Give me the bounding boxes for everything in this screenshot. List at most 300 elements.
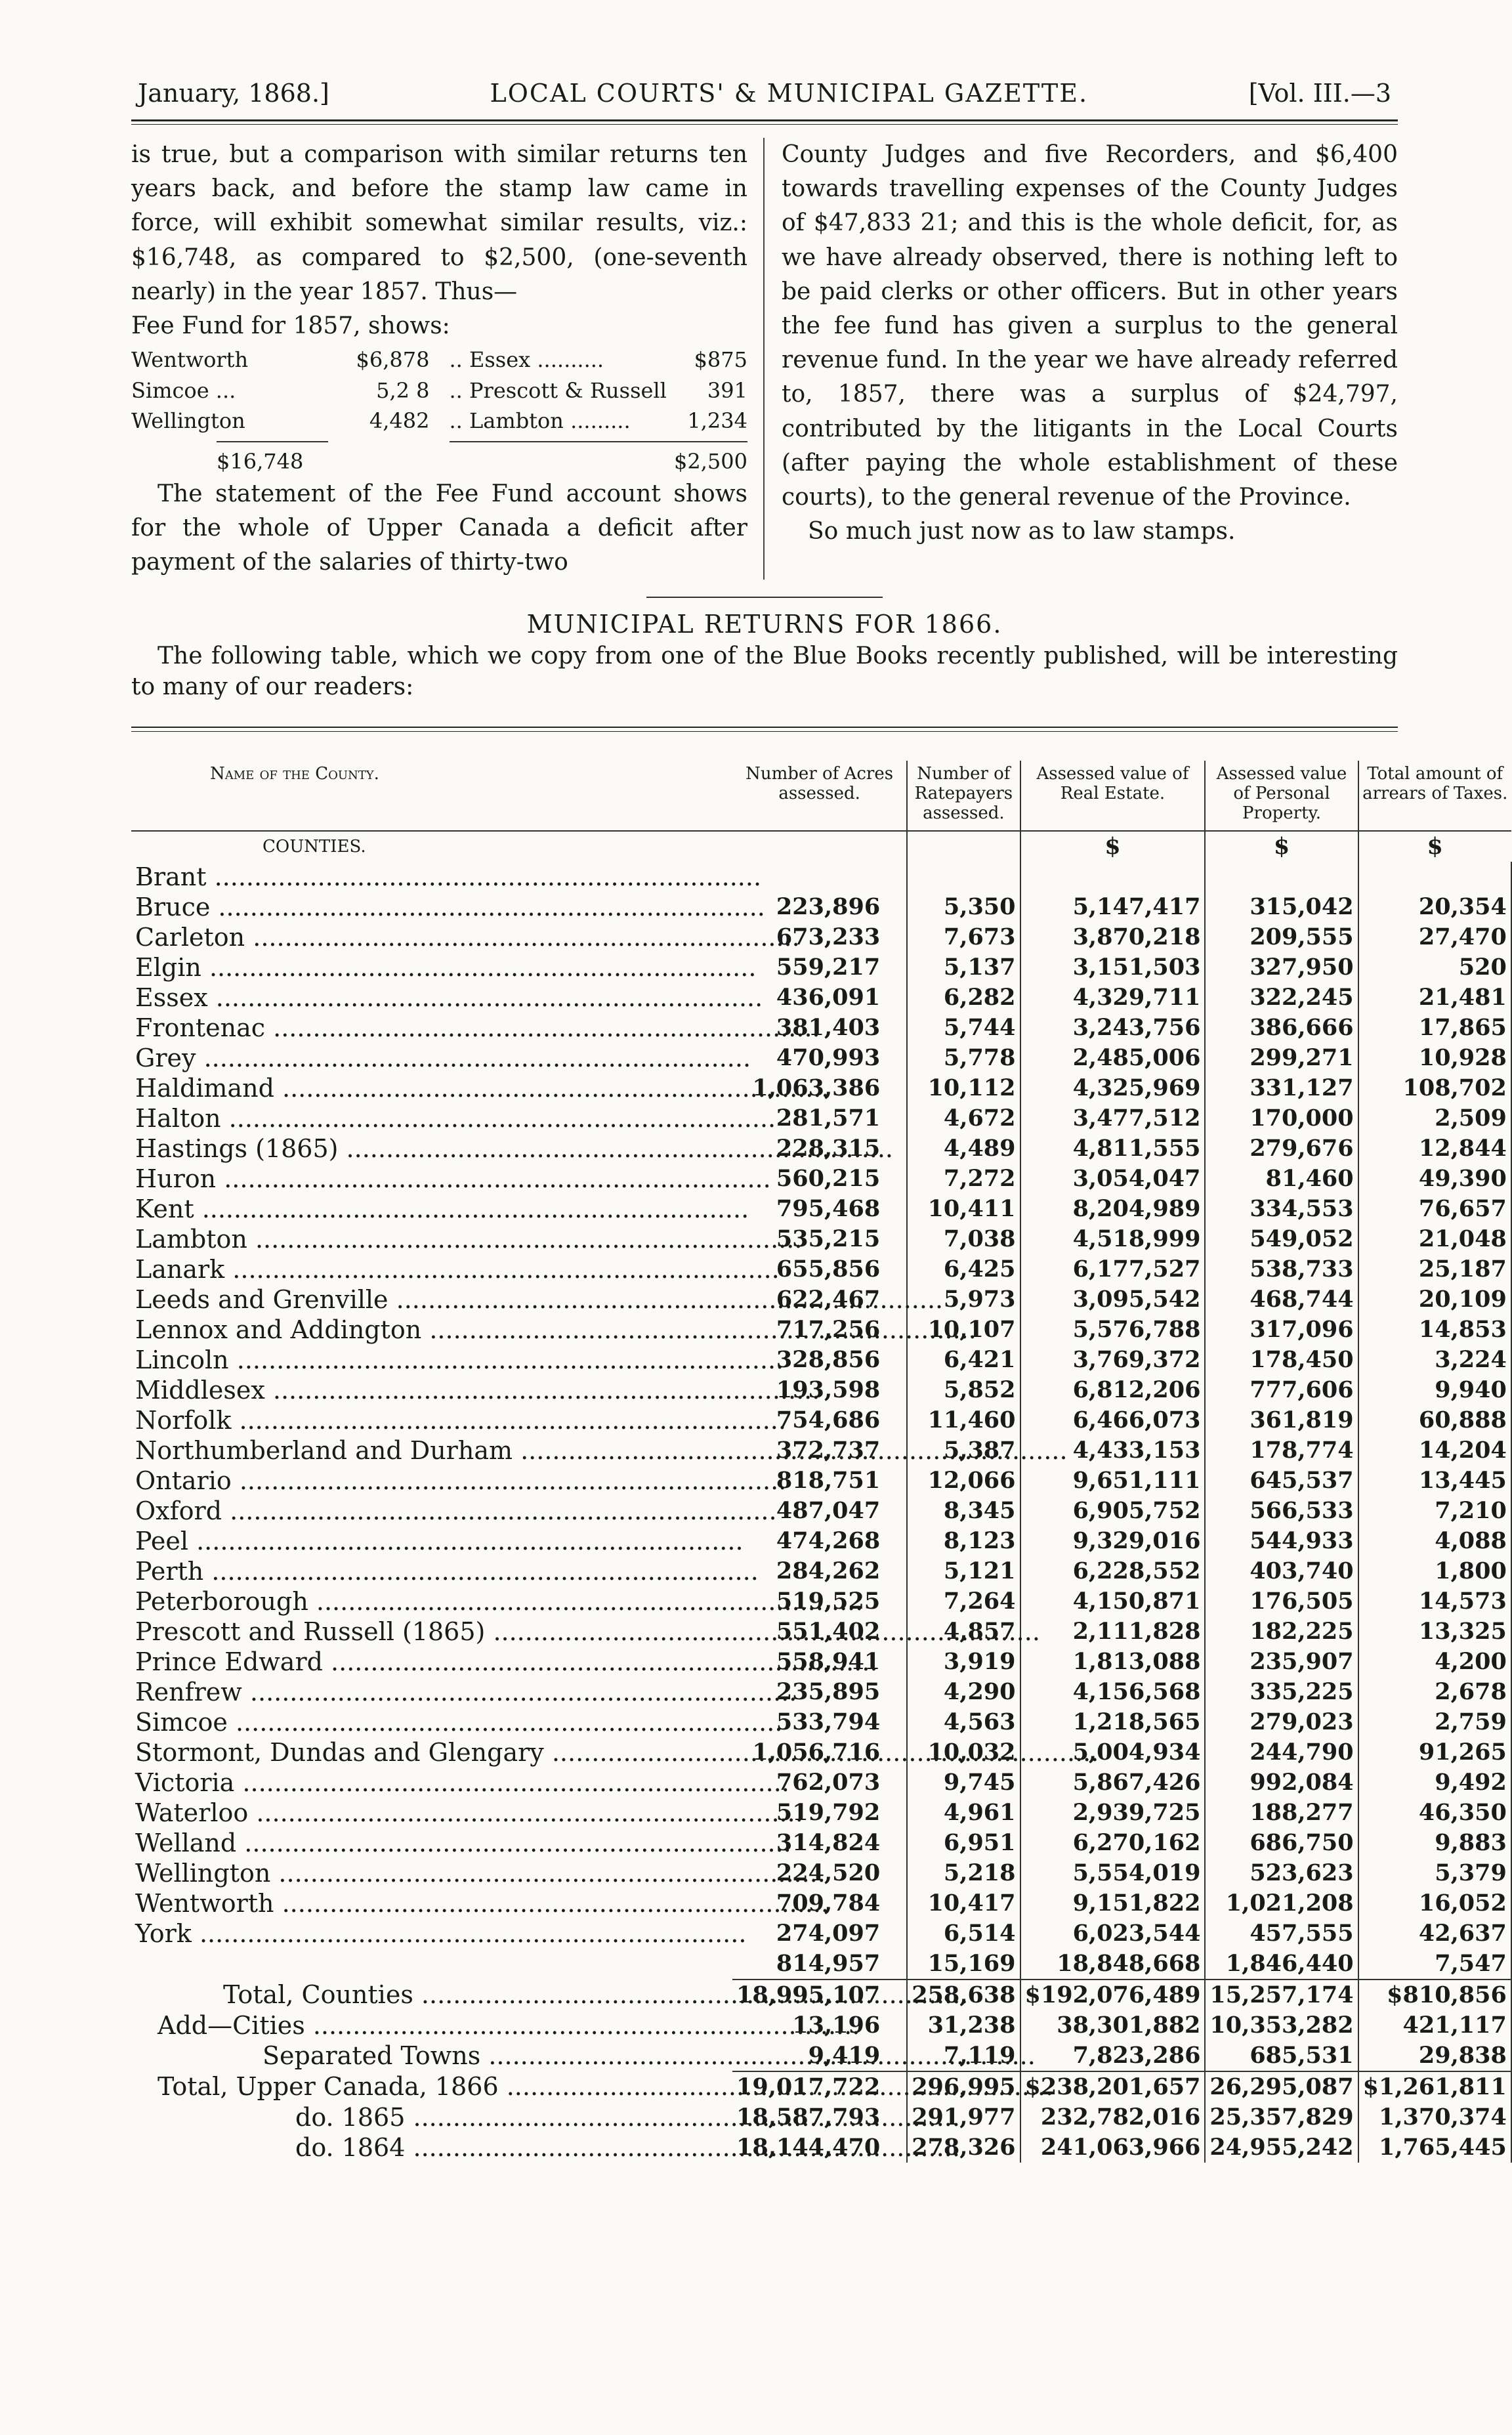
row-label: Victoria ..... [135, 1768, 568, 1798]
arrears-cell: 1,370,374 [1358, 2102, 1511, 2132]
acres-cell: 655,856 [732, 1254, 907, 1284]
personal-cell: 777,606 [1205, 1375, 1358, 1405]
fee-name: .. Prescott & Russell [449, 377, 667, 403]
personal-cell: 25,357,829 [1205, 2102, 1358, 2132]
ratepayers-cell: 5,744 [907, 1013, 1020, 1043]
real-cell: 5,554,019 [1020, 1858, 1206, 1888]
row-label-cell [131, 922, 732, 952]
personal-cell: 1,846,440 [1205, 1949, 1358, 1980]
real-cell: 6,905,752 [1020, 1496, 1206, 1526]
real-cell: 3,870,218 [1020, 922, 1206, 952]
arrears-cell: 9,492 [1358, 1768, 1511, 1798]
section-divider [646, 597, 883, 598]
fee-total-left: $16,748 [217, 441, 328, 476]
row-label-cell [131, 1858, 732, 1888]
county-row [131, 922, 1511, 952]
fee-name: .. Essex .......... [449, 347, 604, 373]
fee-fund-caption: Fee Fund for 1857, shows: [131, 312, 450, 339]
row-label-cell [131, 1677, 732, 1707]
table-subhead-row [131, 831, 1511, 862]
acres-cell: 535,215 [732, 1224, 907, 1254]
real-cell: 3,151,503 [1020, 952, 1206, 983]
county-row [131, 1103, 1511, 1133]
real-cell: 18,848,668 [1020, 1949, 1206, 1980]
real-cell: 3,243,756 [1020, 1013, 1206, 1043]
ratepayers-cell: 12,066 [907, 1466, 1020, 1496]
acres-cell: 19,017,722 [732, 2071, 907, 2102]
acres-cell: 487,047 [732, 1496, 907, 1526]
fee-name: .. Lambton ......... [449, 408, 631, 433]
personal-cell: 544,933 [1205, 1526, 1358, 1556]
acres-cell: 223,896 [732, 892, 907, 922]
left-paragraph-2: The statement of the Fee Fund account shows for the whole of Upper Canada a deficit after payment of the salaries of thirty-two [131, 480, 747, 576]
county-row [131, 1858, 1511, 1888]
arrears-cell: 14,853 [1358, 1315, 1511, 1345]
arrears-cell: 60,888 [1358, 1405, 1511, 1435]
real-cell: 1,813,088 [1020, 1647, 1206, 1677]
ratepayers-cell: 4,857 [907, 1617, 1020, 1647]
personal-cell: 26,295,087 [1205, 2071, 1358, 2102]
row-label: Bruce ..... [135, 892, 568, 922]
row-label: Grey ..... [135, 1043, 568, 1073]
county-row [131, 1556, 1511, 1586]
header-arrears: Total amount of arrears of Taxes. [1362, 763, 1508, 803]
row-label: Add—Cities ..... [158, 2010, 591, 2041]
municipal-returns-table [131, 761, 1512, 2163]
real-cell: 6,177,527 [1020, 1254, 1206, 1284]
real-cell: 3,769,372 [1020, 1345, 1206, 1375]
row-label-cell [131, 1224, 732, 1254]
right-paragraph-1: County Judges and five Recorders, and $6,400 towards travelling expenses of the County Judges of $47,833 21; and this is the whole deficit, for, as we have already observed, there is nothing left to be paid clerks or other officers. But in other years the fee fund has given a surplus to the general revenue fund. In the year we have already referred to, 1857, there was a surplus of $24,797, contributed by the litigants in the Local Courts (after paying the whole establishment of these courts), to the general revenue of the Province. [782, 141, 1398, 511]
ratepayers-cell: 7,264 [907, 1586, 1020, 1617]
arrears-cell: 21,481 [1358, 983, 1511, 1013]
acres-cell: 622,467 [732, 1284, 907, 1315]
acres-cell: 533,794 [732, 1707, 907, 1737]
acres-cell: 519,525 [732, 1586, 907, 1617]
row-label: Lambton ..... [135, 1224, 568, 1254]
acres-cell: 558,941 [732, 1647, 907, 1677]
row-label: York ..... [135, 1918, 568, 1949]
real-cell: 4,518,999 [1020, 1224, 1206, 1254]
personal-cell: 15,257,174 [1205, 1980, 1358, 2010]
acres-cell: 372,737 [732, 1435, 907, 1466]
acres-cell: 559,217 [732, 952, 907, 983]
fee-fund-table [131, 345, 747, 477]
row-label-cell [131, 1013, 732, 1043]
real-cell: 4,811,555 [1020, 1133, 1206, 1164]
personal-cell: 188,277 [1205, 1798, 1358, 1828]
county-row [131, 1194, 1511, 1224]
county-row [131, 1828, 1511, 1858]
real-cell: 5,004,934 [1020, 1737, 1206, 1768]
personal-cell: 244,790 [1205, 1737, 1358, 1768]
acres-cell: 519,792 [732, 1798, 907, 1828]
real-cell: 6,812,206 [1020, 1375, 1206, 1405]
row-label-cell [131, 1526, 732, 1556]
county-row [131, 983, 1511, 1013]
county-row [131, 1315, 1511, 1345]
article-columns [131, 138, 1398, 580]
row-label: Renfrew ..... [135, 1677, 568, 1707]
county-row [131, 1737, 1511, 1768]
personal-cell: 178,450 [1205, 1345, 1358, 1375]
ratepayers-cell: 4,489 [907, 1133, 1020, 1164]
arrears-cell: 20,109 [1358, 1284, 1511, 1315]
ratepayers-cell: 31,238 [907, 2010, 1020, 2041]
real-cell: 9,651,111 [1020, 1466, 1206, 1496]
row-label-cell [131, 1073, 732, 1103]
real-cell: 241,063,966 [1020, 2132, 1206, 2163]
ratepayers-cell: 7,673 [907, 922, 1020, 952]
ratepayers-cell: 258,638 [907, 1980, 1020, 2010]
counties-subhead: COUNTIES. [131, 831, 732, 862]
row-label: Prince Edward ..... [135, 1647, 568, 1677]
real-cell: 7,823,286 [1020, 2041, 1206, 2071]
personal-cell: 566,533 [1205, 1496, 1358, 1526]
real-cell: 2,485,006 [1020, 1043, 1206, 1073]
fee-amount: 1,234 [687, 408, 747, 433]
county-row [131, 1013, 1511, 1043]
ratepayers-cell: 5,137 [907, 952, 1020, 983]
ratepayers-cell: 296,995 [907, 2071, 1020, 2102]
county-row [131, 1617, 1511, 1647]
acres-cell: 284,262 [732, 1556, 907, 1586]
county-row [131, 892, 1511, 922]
row-label-cell [131, 1375, 732, 1405]
personal-cell: 235,907 [1205, 1647, 1358, 1677]
row-label-cell [131, 2102, 732, 2132]
row-label: Peterborough ..... [135, 1586, 568, 1617]
real-cell: 4,325,969 [1020, 1073, 1206, 1103]
row-label: Stormont, Dundas and Glengary ..... [135, 1737, 568, 1768]
row-label: Welland ..... [135, 1828, 568, 1858]
row-label: Oxford ..... [135, 1496, 568, 1526]
left-column [131, 138, 765, 580]
real-cell: 9,151,822 [1020, 1888, 1206, 1918]
arrears-cell: 91,265 [1358, 1737, 1511, 1768]
acres-cell: 762,073 [732, 1768, 907, 1798]
arrears-cell: 42,637 [1358, 1918, 1511, 1949]
cities-row [131, 2010, 1511, 2041]
personal-cell: 335,225 [1205, 1677, 1358, 1707]
arrears-cell: 16,052 [1358, 1888, 1511, 1918]
acres-cell: 18,144,470 [732, 2132, 907, 2163]
fee-fund-right [450, 345, 748, 436]
ratepayers-cell: 4,961 [907, 1798, 1020, 1828]
towns-row [131, 2041, 1511, 2071]
ratepayers-cell: 10,417 [907, 1888, 1020, 1918]
real-cell: 2,939,725 [1020, 1798, 1206, 1828]
county-row [131, 1526, 1511, 1556]
row-label-cell [131, 1737, 732, 1768]
personal-cell: 317,096 [1205, 1315, 1358, 1345]
ratepayers-cell: 4,563 [907, 1707, 1020, 1737]
ratepayers-cell: 3,919 [907, 1647, 1020, 1677]
arrears-cell: 27,470 [1358, 922, 1511, 952]
acres-cell: 560,215 [732, 1164, 907, 1194]
row-label-cell [131, 952, 732, 983]
ratepayers-cell: 6,421 [907, 1345, 1020, 1375]
personal-cell: 685,531 [1205, 2041, 1358, 2071]
personal-cell: 322,245 [1205, 983, 1358, 1013]
county-row [131, 1707, 1511, 1737]
acres-cell: 470,993 [732, 1043, 907, 1073]
real-cell: 1,218,565 [1020, 1707, 1206, 1737]
row-label: Halton ..... [135, 1103, 568, 1133]
row-label-cell [131, 2132, 732, 2163]
acres-cell: 474,268 [732, 1526, 907, 1556]
real-cell: $238,201,657 [1020, 2071, 1206, 2102]
row-label-cell [131, 983, 732, 1013]
county-row [131, 1284, 1511, 1315]
header-county-name: Name of the County. [210, 763, 379, 784]
acres-cell: 1,063,386 [732, 1073, 907, 1103]
acres-cell: 717,256 [732, 1315, 907, 1345]
row-label: Total, Counties ..... [223, 1980, 656, 2010]
ratepayers-cell: 10,112 [907, 1073, 1020, 1103]
ratepayers-cell: 7,119 [907, 2041, 1020, 2071]
row-label: Elgin ..... [135, 952, 568, 983]
arrears-cell: 14,573 [1358, 1586, 1511, 1617]
row-label-cell [131, 1435, 732, 1466]
header-volume: [Vol. III.—3 [1248, 79, 1391, 108]
arrears-cell: 17,865 [1358, 1013, 1511, 1043]
dollar-sign: $ [1020, 831, 1206, 862]
arrears-cell: 46,350 [1358, 1798, 1511, 1828]
fee-name: Simcoe ... [131, 377, 236, 403]
real-cell: $192,076,489 [1020, 1980, 1206, 2010]
row-label: Wellington ..... [135, 1858, 568, 1888]
real-cell: 9,329,016 [1020, 1526, 1206, 1556]
acres-cell: 709,784 [732, 1888, 907, 1918]
county-row [131, 1949, 1511, 1980]
personal-cell: 279,023 [1205, 1707, 1358, 1737]
row-label: Prescott and Russell (1865) ..... [135, 1617, 568, 1647]
upper-canada-1864-row [131, 2132, 1511, 2163]
row-label-cell [131, 1586, 732, 1617]
real-cell: 6,270,162 [1020, 1828, 1206, 1858]
total-counties-row [131, 1980, 1511, 2010]
row-label-cell [131, 2071, 732, 2102]
fee-amount: $6,878 [356, 347, 430, 373]
row-label: Brant ..... [135, 862, 568, 892]
personal-cell: 523,623 [1205, 1858, 1358, 1888]
acres-cell: 314,824 [732, 1828, 907, 1858]
fee-name: Wellington [131, 408, 245, 433]
ratepayers-cell: 5,387 [907, 1435, 1020, 1466]
arrears-cell: 1,765,445 [1358, 2132, 1511, 2163]
row-label-cell [131, 2041, 732, 2071]
row-label-cell [131, 1949, 732, 1980]
ratepayers-cell: 6,282 [907, 983, 1020, 1013]
row-label: Peel ..... [135, 1526, 568, 1556]
row-label: Perth ..... [135, 1556, 568, 1586]
row-label-cell [131, 1133, 732, 1164]
acres-cell: 551,402 [732, 1617, 907, 1647]
row-label: Northumberland and Durham ..... [135, 1435, 568, 1466]
personal-cell: 170,000 [1205, 1103, 1358, 1133]
personal-cell: 24,955,242 [1205, 2132, 1358, 2163]
row-label: do. 1865 ..... [295, 2102, 728, 2132]
right-paragraph-2: So much just now as to law stamps. [808, 518, 1236, 545]
row-label-cell [131, 862, 732, 892]
row-label-cell [131, 1647, 732, 1677]
personal-cell: 176,505 [1205, 1586, 1358, 1617]
row-label-cell [131, 1888, 732, 1918]
row-label: Norfolk ..... [135, 1405, 568, 1435]
ratepayers-cell: 11,460 [907, 1405, 1020, 1435]
personal-cell: 538,733 [1205, 1254, 1358, 1284]
personal-cell: 645,537 [1205, 1466, 1358, 1496]
personal-cell: 468,744 [1205, 1284, 1358, 1315]
acres-cell: 193,598 [732, 1375, 907, 1405]
personal-cell [1205, 862, 1358, 892]
county-row [131, 1586, 1511, 1617]
left-paragraph-1: is true, but a comparison with similar returns ten years back, and before the stamp law came in force, will exhibit somewhat similar results, viz.: $16,748, as compared to $2,500, (one-seventh nearly) in the year 1857. Thus— [131, 141, 747, 305]
row-label: Lanark ..... [135, 1254, 568, 1284]
row-label-cell [131, 2010, 732, 2041]
personal-cell: 992,084 [1205, 1768, 1358, 1798]
arrears-cell: 2,678 [1358, 1677, 1511, 1707]
row-label: Simcoe ..... [135, 1707, 568, 1737]
personal-cell: 334,553 [1205, 1194, 1358, 1224]
real-cell: 5,576,788 [1020, 1315, 1206, 1345]
ratepayers-cell: 4,290 [907, 1677, 1020, 1707]
personal-cell: 10,353,282 [1205, 2010, 1358, 2041]
ratepayers-cell: 6,951 [907, 1828, 1020, 1858]
row-label-cell [131, 1918, 732, 1949]
personal-cell: 386,666 [1205, 1013, 1358, 1043]
section-intro: The following table, which we copy from one of the Blue Books recently published, will be interesting to many of our readers: [131, 643, 1398, 701]
ratepayers-cell: 5,852 [907, 1375, 1020, 1405]
ratepayers-cell: 10,032 [907, 1737, 1020, 1768]
county-row [131, 1073, 1511, 1103]
row-label: Wentworth ..... [135, 1888, 568, 1918]
row-label-cell [131, 892, 732, 922]
personal-cell: 299,271 [1205, 1043, 1358, 1073]
page [131, 79, 1508, 2163]
row-label-cell [131, 1707, 732, 1737]
row-label-cell [131, 1254, 732, 1284]
ratepayers-cell: 15,169 [907, 1949, 1020, 1980]
arrears-cell: 7,210 [1358, 1496, 1511, 1526]
arrears-cell: 21,048 [1358, 1224, 1511, 1254]
county-row [131, 1375, 1511, 1405]
county-row [131, 1043, 1511, 1073]
county-row [131, 1768, 1511, 1798]
county-row [131, 1435, 1511, 1466]
row-label-cell [131, 1828, 732, 1858]
acres-cell: 274,097 [732, 1918, 907, 1949]
acres-cell: 13,196 [732, 2010, 907, 2041]
county-row [131, 1224, 1511, 1254]
acres-cell: 673,233 [732, 922, 907, 952]
row-label-cell [131, 1496, 732, 1526]
real-cell: 4,329,711 [1020, 983, 1206, 1013]
row-label-cell [131, 1798, 732, 1828]
row-label: Frontenac ..... [135, 1013, 568, 1043]
arrears-cell: $1,261,811 [1358, 2071, 1511, 2102]
row-label: do. 1864 ..... [295, 2132, 728, 2163]
fee-amount: 391 [707, 377, 747, 403]
acres-cell: 281,571 [732, 1103, 907, 1133]
intro-rule [131, 727, 1398, 728]
row-label: Haldimand ..... [135, 1073, 568, 1103]
intro-rule-2 [131, 731, 1398, 732]
header-date: January, 1868.] [138, 79, 329, 108]
arrears-cell: 7,547 [1358, 1949, 1511, 1980]
ratepayers-cell: 5,778 [907, 1043, 1020, 1073]
ratepayers-cell: 9,745 [907, 1768, 1020, 1798]
ratepayers-cell: 6,425 [907, 1254, 1020, 1284]
county-row [131, 1798, 1511, 1828]
real-cell: 6,023,544 [1020, 1918, 1206, 1949]
row-label: Carleton ..... [135, 922, 568, 952]
personal-cell: 81,460 [1205, 1164, 1358, 1194]
personal-cell: 279,676 [1205, 1133, 1358, 1164]
acres-cell: 1,056,716 [732, 1737, 907, 1768]
ratepayers-cell: 5,218 [907, 1858, 1020, 1888]
county-row [131, 1133, 1511, 1164]
section-title: MUNICIPAL RETURNS FOR 1866. [526, 610, 1003, 639]
acres-cell: 754,686 [732, 1405, 907, 1435]
personal-cell: 403,740 [1205, 1556, 1358, 1586]
arrears-cell: 9,883 [1358, 1828, 1511, 1858]
real-cell: 6,466,073 [1020, 1405, 1206, 1435]
fee-amount: $875 [694, 347, 747, 373]
arrears-cell: 3,224 [1358, 1345, 1511, 1375]
row-label-cell [131, 1768, 732, 1798]
arrears-cell: 520 [1358, 952, 1511, 983]
fee-total-right: $2,500 [450, 441, 748, 476]
county-row [131, 1405, 1511, 1435]
real-cell: 3,054,047 [1020, 1164, 1206, 1194]
arrears-cell: 13,445 [1358, 1466, 1511, 1496]
row-label: Essex ..... [135, 983, 568, 1013]
header-acres: Number of Acres assessed. [732, 761, 907, 831]
real-cell: 4,156,568 [1020, 1677, 1206, 1707]
arrears-cell: 4,088 [1358, 1526, 1511, 1556]
county-row [131, 1164, 1511, 1194]
personal-cell: 457,555 [1205, 1918, 1358, 1949]
row-label-cell [131, 1980, 732, 2010]
real-cell: 8,204,989 [1020, 1194, 1206, 1224]
row-label: Separated Towns ..... [262, 2041, 696, 2071]
personal-cell: 549,052 [1205, 1224, 1358, 1254]
arrears-cell: $810,856 [1358, 1980, 1511, 2010]
real-cell: 5,147,417 [1020, 892, 1206, 922]
arrears-cell: 9,940 [1358, 1375, 1511, 1405]
real-cell: 3,477,512 [1020, 1103, 1206, 1133]
ratepayers-cell: 291,977 [907, 2102, 1020, 2132]
acres-cell: 814,957 [732, 1949, 907, 1980]
row-label-cell [131, 1103, 732, 1133]
ratepayers-cell: 7,038 [907, 1224, 1020, 1254]
acres-cell: 795,468 [732, 1194, 907, 1224]
personal-cell: 182,225 [1205, 1617, 1358, 1647]
county-row [131, 1647, 1511, 1677]
acres-cell: 18,587,793 [732, 2102, 907, 2132]
personal-cell: 178,774 [1205, 1435, 1358, 1466]
upper-canada-1865-row [131, 2102, 1511, 2132]
ratepayers-cell: 10,411 [907, 1194, 1020, 1224]
arrears-cell: 20,354 [1358, 892, 1511, 922]
acres-cell: 436,091 [732, 983, 907, 1013]
acres-cell: 228,315 [732, 1133, 907, 1164]
row-label: Lennox and Addington ..... [135, 1315, 568, 1345]
arrears-cell: 2,759 [1358, 1707, 1511, 1737]
row-label-cell [131, 1284, 732, 1315]
